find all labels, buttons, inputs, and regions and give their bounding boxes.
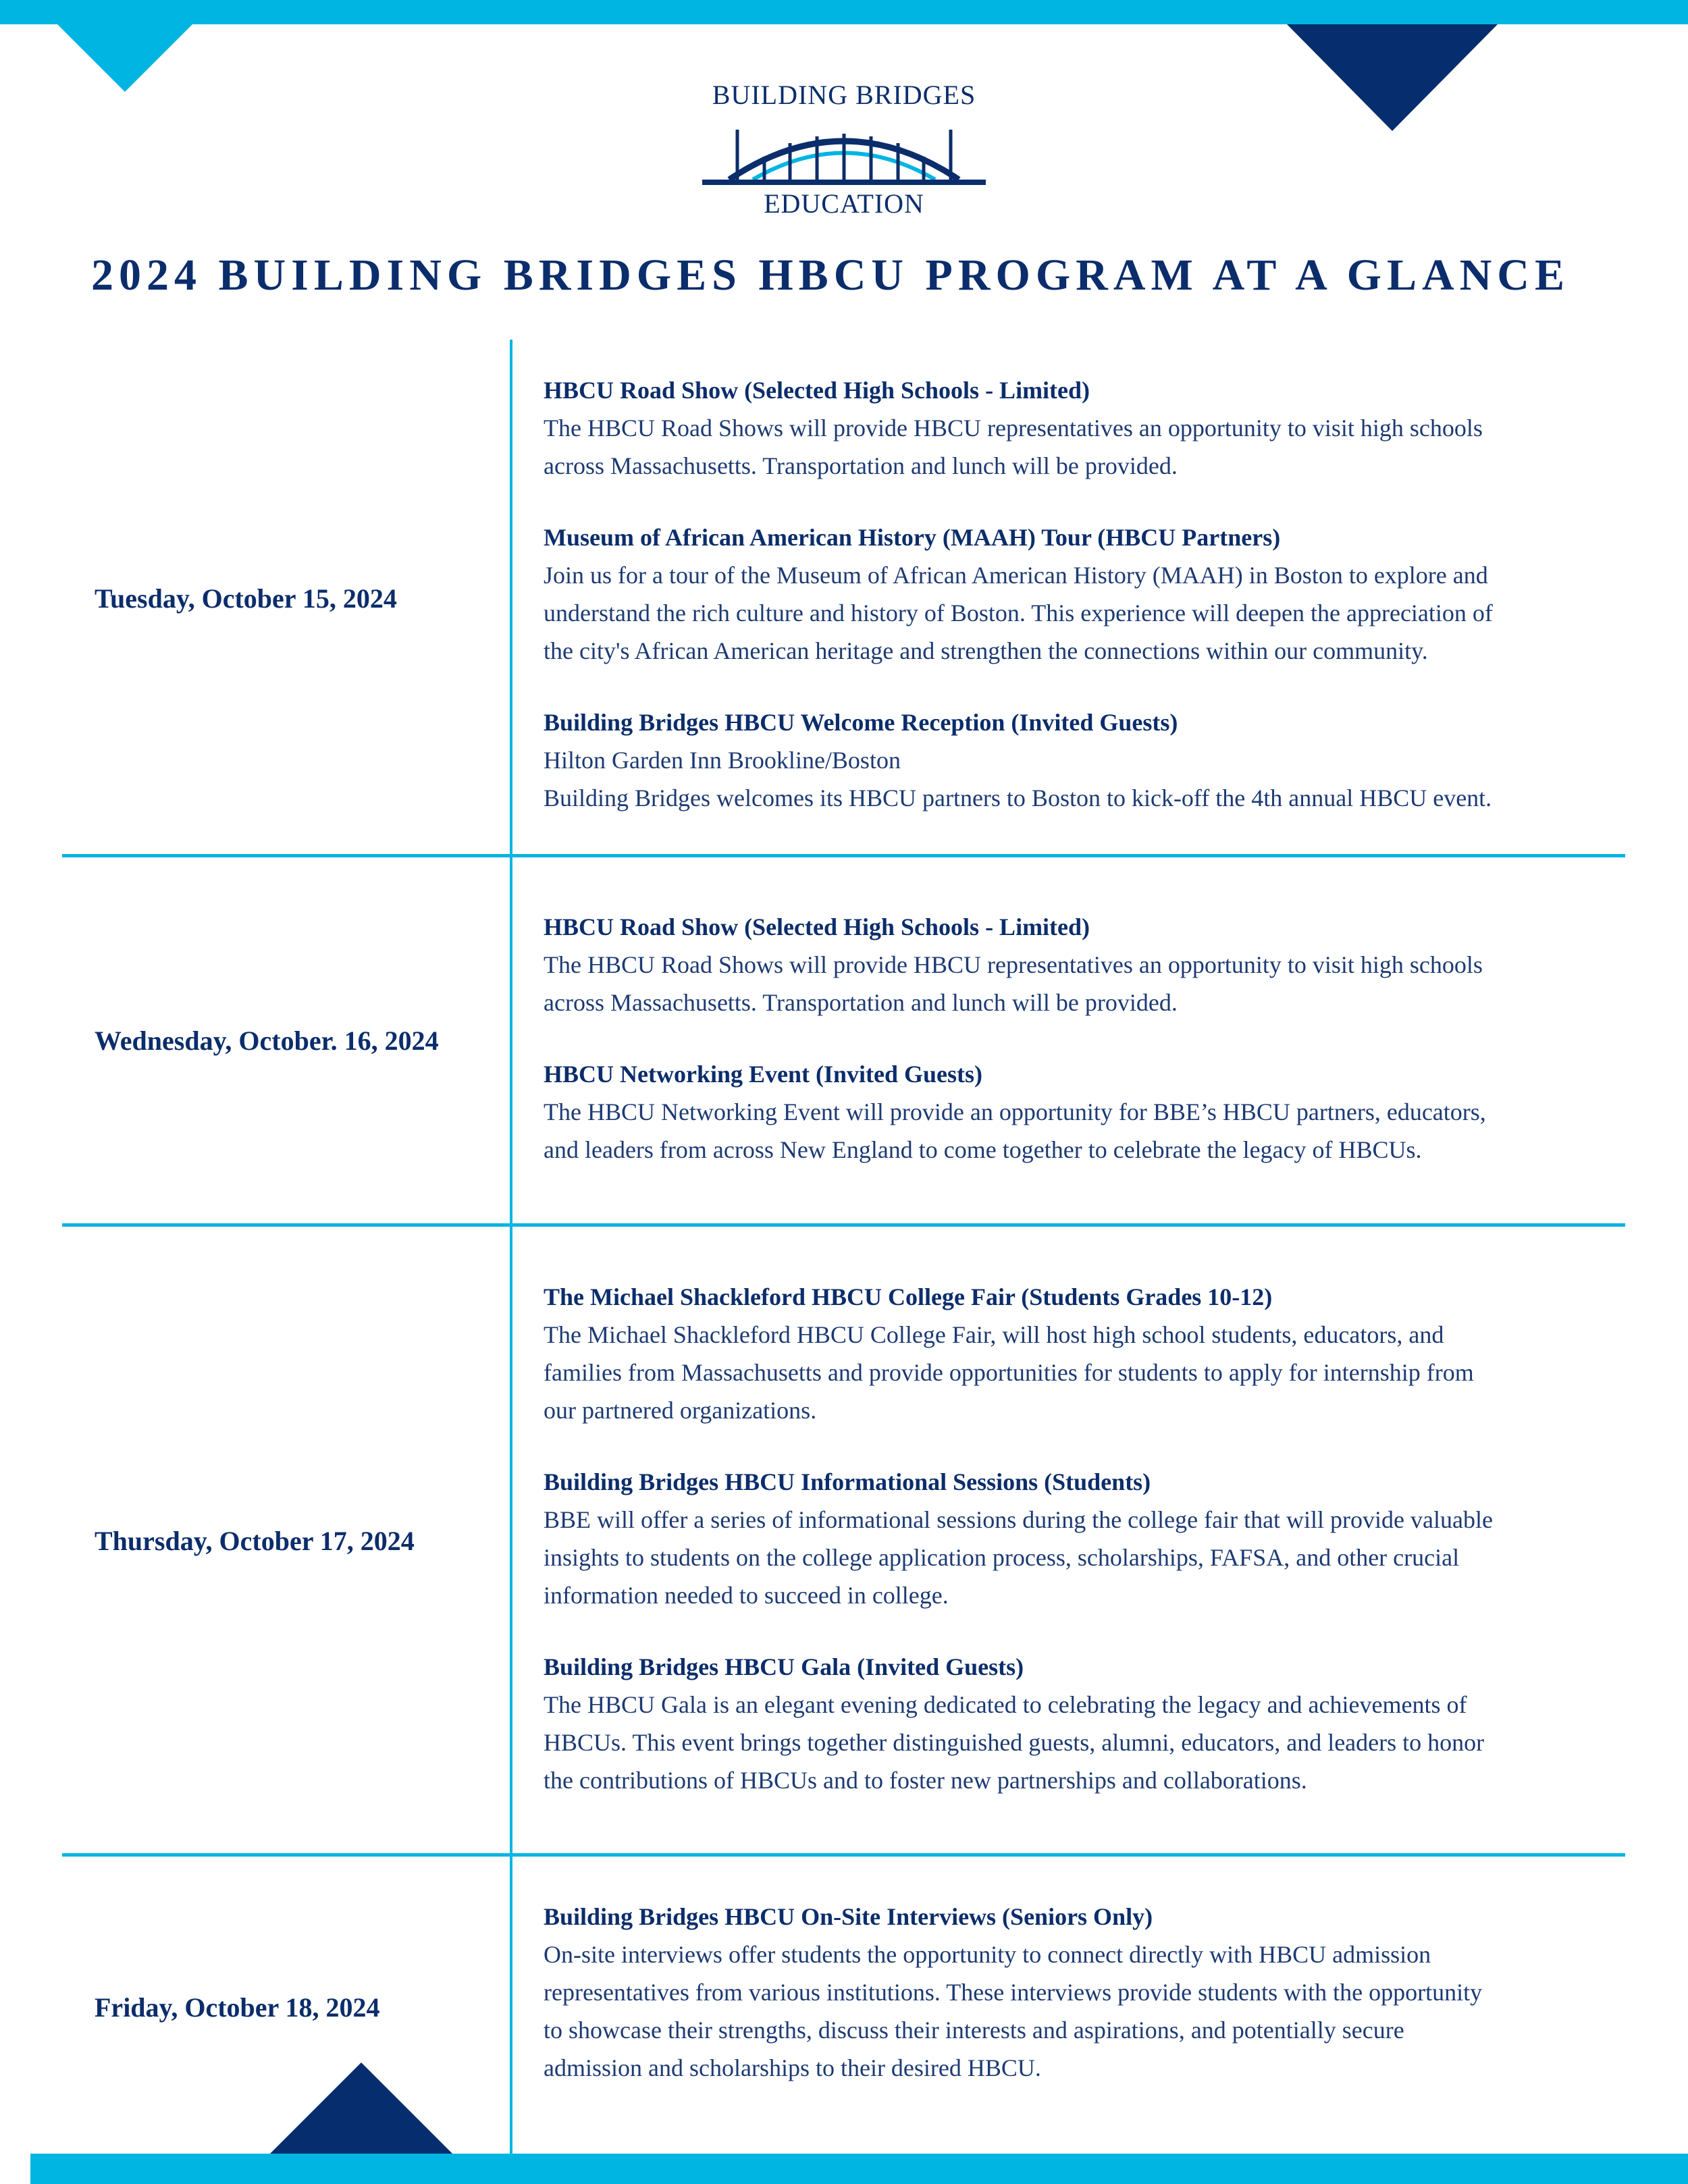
event-item (544, 703, 1624, 817)
event-item (544, 908, 1624, 1021)
bridge-icon (702, 109, 986, 190)
event-item (544, 371, 1624, 485)
event-title: The Michael Shackleford HBCU College Fair (Students Grades 10-12) (544, 1283, 1273, 1310)
event-title: Building Bridges HBCU Informational Sessions (Students) (544, 1468, 1151, 1495)
top-accent-bar (0, 0, 1688, 24)
top-right-triangle-decoration (1287, 24, 1498, 131)
event-text: The Michael Shackleford HBCU College Fair, will host high school students, educators, and (544, 1321, 1444, 1348)
event-title: HBCU Road Show (Selected High Schools - Limited) (544, 377, 1090, 404)
event-text: admission and scholarships to their desired HBCU. (544, 2054, 1041, 2081)
event-text: the contributions of HBCUs and to foster new partnerships and collaborations. (544, 1767, 1307, 1794)
event-text: Join us for a tour of the Museum of African American History (MAAH) in Boston to explore and (544, 562, 1488, 589)
day-date-wednesday: Wednesday, October. 16, 2024 (95, 1026, 439, 1056)
day-date-friday: Friday, October 18, 2024 (95, 1992, 380, 2023)
event-text: representatives from various institutions. These interviews provide students with the opportunity (544, 1979, 1483, 2006)
event-text: across Massachusetts. Transportation and lunch will be provided. (544, 452, 1178, 479)
event-text: The HBCU Networking Event will provide an opportunity for BBE’s HBCU partners, educators, (544, 1098, 1486, 1125)
event-text: the city's African American heritage and strengthen the connections within our community. (544, 637, 1428, 664)
row-divider (62, 1853, 1625, 1857)
row-divider (62, 1223, 1625, 1227)
column-divider (510, 340, 512, 2154)
event-text: The HBCU Road Shows will provide HBCU representatives an opportunity to visit high schools (544, 951, 1483, 978)
event-text: our partnered organizations. (544, 1397, 817, 1424)
event-title: Building Bridges HBCU On-Site Interviews (Seniors Only) (544, 1903, 1153, 1930)
day-events-thursday (544, 1278, 1624, 1799)
event-item (544, 1278, 1624, 1429)
event-item (544, 518, 1624, 670)
event-item (544, 1055, 1624, 1169)
event-text: and leaders from across New England to come together to celebrate the legacy of HBCUs. (544, 1136, 1422, 1163)
event-text: HBCUs. This event brings together distinguished guests, alumni, educators, and leaders to honor (544, 1729, 1485, 1756)
event-title: Building Bridges HBCU Gala (Invited Guests) (544, 1653, 1024, 1680)
event-item (544, 1648, 1624, 1799)
day-events-friday (544, 1898, 1624, 2087)
top-left-triangle-decoration (57, 24, 192, 92)
page-title: 2024 BUILDING BRIDGES HBCU PROGRAM AT A GLANCE (91, 250, 1570, 300)
logo-bottom-text: EDUCATION (764, 188, 924, 219)
day-date-tuesday: Tuesday, October 15, 2024 (95, 583, 397, 614)
logo-top-text: BUILDING BRIDGES (712, 80, 976, 110)
event-text: insights to students on the college application process, scholarships, FAFSA, and other crucial (544, 1544, 1460, 1571)
event-title: HBCU Networking Event (Invited Guests) (544, 1061, 983, 1088)
event-text: The HBCU Gala is an elegant evening dedicated to celebrating the legacy and achievements of (544, 1691, 1467, 1718)
event-text: across Massachusetts. Transportation and lunch will be provided. (544, 989, 1178, 1016)
event-text: On-site interviews offer students the opportunity to connect directly with HBCU admission (544, 1941, 1431, 1968)
event-text: information needed to succeed in college. (544, 1582, 949, 1609)
bottom-left-triangle-decoration (270, 2062, 452, 2154)
event-title: HBCU Road Show (Selected High Schools - Limited) (544, 913, 1090, 940)
event-text: to showcase their strengths, discuss their interests and aspirations, and potentially secure (544, 2017, 1404, 2044)
event-text: understand the rich culture and history of Boston. This experience will deepen the appreciation of (544, 600, 1493, 627)
day-events-tuesday (544, 371, 1624, 817)
building-bridges-logo (695, 76, 993, 224)
day-events-wednesday (544, 908, 1624, 1169)
event-text: The HBCU Road Shows will provide HBCU representatives an opportunity to visit high schools (544, 415, 1483, 442)
event-text: Hilton Garden Inn Brookline/Boston (544, 747, 901, 774)
event-title: Museum of African American History (MAAH) Tour (HBCU Partners) (544, 524, 1281, 551)
event-item (544, 1898, 1624, 2087)
event-text: families from Massachusetts and provide opportunities for students to apply for internship from (544, 1359, 1474, 1386)
event-item (544, 1463, 1624, 1614)
event-title: Building Bridges HBCU Welcome Reception (Invited Guests) (544, 709, 1178, 736)
day-date-thursday: Thursday, October 17, 2024 (95, 1526, 415, 1556)
row-divider (62, 854, 1625, 857)
event-text: BBE will offer a series of informational sessions during the college fair that will provide valuable (544, 1506, 1493, 1533)
event-text: Building Bridges welcomes its HBCU partners to Boston to kick-off the 4th annual HBCU event. (544, 784, 1492, 811)
bottom-accent-bar (30, 2154, 1688, 2184)
